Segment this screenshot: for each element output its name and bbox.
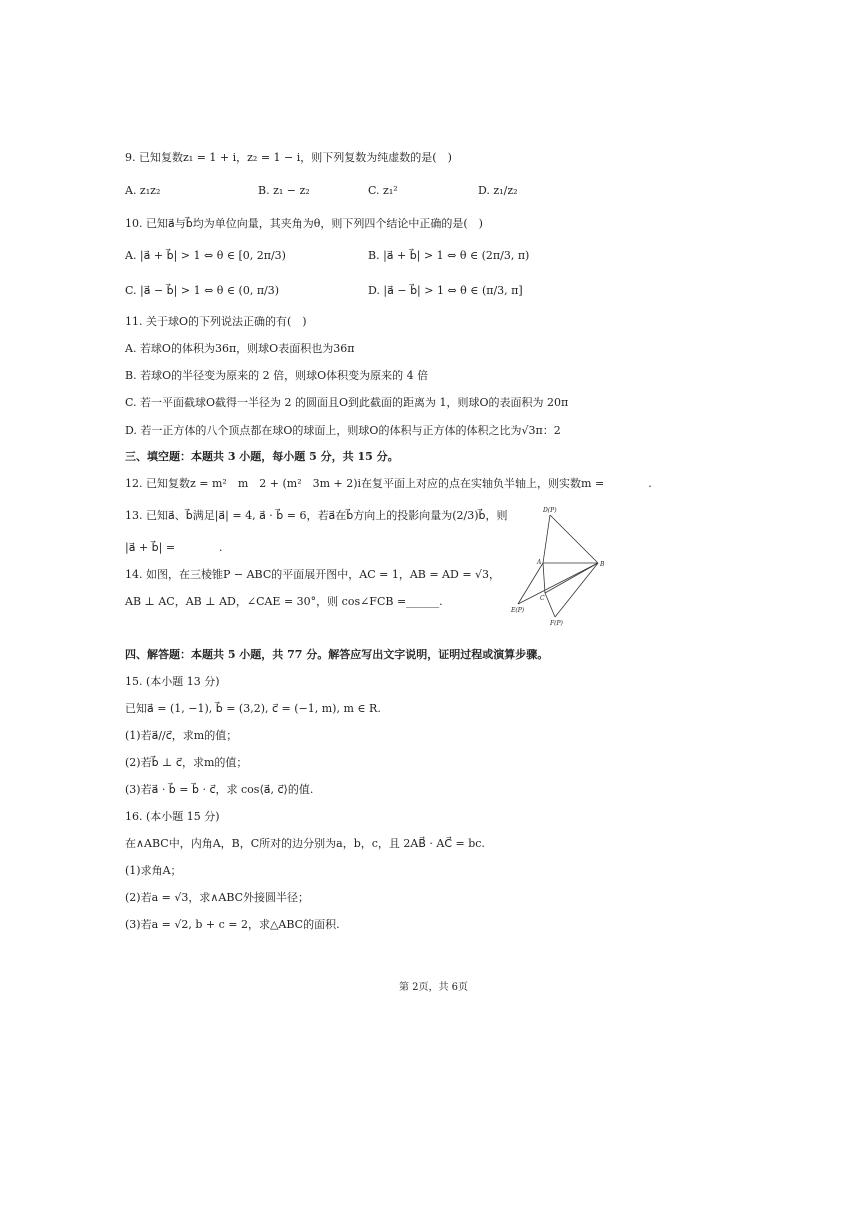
q15-part-2: (2)若b⃗ ⊥ c⃗，求m的值；	[125, 756, 248, 769]
q11-option-d: D. 若一正方体的八个顶点都在球O的球面上，则球O的体积与正方体的体积之比为√3π：2	[125, 424, 561, 437]
q9-option-d: D. z₁/z₂	[478, 184, 518, 197]
q16-part-2: (2)若a = √3，求∧ABC外接圆半径；	[125, 891, 310, 904]
q11-option-b: B. 若球O的半径变为原来的 2 倍，则球O体积变为原来的 4 倍	[125, 369, 429, 382]
page-footer: 第 2页，共 6页	[398, 982, 469, 993]
q11-option-c: C. 若一平面截球O截得一半径为 2 的圆面且O到此截面的距离为 1，则球O的表面积为 20π	[125, 396, 569, 409]
figure-label-a: A	[537, 559, 542, 566]
q16-part-3: (3)若a = √2, b + c = 2，求△ABC的面积.	[125, 918, 340, 931]
q9-stem: 9. 已知复数z₁ = 1 + i，z₂ = 1 − i，则下列复数为纯虚数的是( )	[125, 151, 452, 164]
q11-option-a: A. 若球O的体积为36π，则球O表面积也为36π	[125, 342, 355, 355]
q15-part-1: (1)若a⃗//c⃗，求m的值；	[125, 729, 238, 742]
figure-label-b: B	[600, 561, 605, 568]
q14-line1: 14. 如图，在三棱锥P − ABC的平面展开图中，AC = 1，AB = AD = √3，	[125, 568, 501, 581]
q10-stem: 10. 已知a⃗与b⃗均为单位向量，其夹角为θ，则下列四个结论中正确的是( )	[125, 217, 483, 230]
q10-option-c: C. |a⃗ − b⃗| > 1 ⇔ θ ∈ (0, π/3)	[125, 284, 280, 297]
q13-line2: |a⃗ + b⃗| = .	[125, 541, 223, 554]
q10-option-a: A. |a⃗ + b⃗| > 1 ⇔ θ ∈ [0, 2π/3)	[125, 249, 286, 262]
q10-option-b: B. |a⃗ + b⃗| > 1 ⇔ θ ∈ (2π/3, π)	[368, 249, 530, 262]
q10-option-d: D. |a⃗ − b⃗| > 1 ⇔ θ ∈ (π/3, π]	[368, 284, 523, 297]
q13-line1: 13. 已知a⃗、b⃗满足|a⃗| = 4, a⃗ · b⃗ = 6，若a⃗在b⃗方向上的投影向量为(2/3)b⃗，则	[125, 509, 508, 522]
q16-part-1: (1)求角A；	[125, 864, 182, 877]
pyramid-net-figure	[505, 503, 617, 631]
q11-stem: 11. 关于球O的下列说法正确的有( )	[125, 315, 307, 328]
figure-label-d: D(P)	[543, 507, 557, 514]
q16-given: 在∧ABC中，内角A，B，C所对的边分别为a，b，c，且 2AB⃗ · AC⃗ = bc.	[125, 837, 485, 850]
q14-line2: AB ⊥ AC，AB ⊥ AD，∠CAE = 30°，则 cos∠FCB =______.	[125, 595, 443, 608]
figure-label-f: F(P)	[550, 620, 563, 627]
q12-text: 12. 已知复数z = m² m 2 + (m² 3m + 2)i在复平面上对应的点在实轴负半轴上，则实数m = .	[125, 477, 652, 490]
q15-part-3: (3)若a⃗ · b⃗ = b⃗ · c⃗，求 cos⟨a⃗, c⃗⟩的值.	[125, 783, 314, 796]
q15-given: 已知a⃗ = (1, −1), b⃗ = (3,2), c⃗ = (−1, m), m ∈ R.	[125, 702, 381, 715]
q9-option-b: B. z₁ − z₂	[258, 184, 310, 197]
figure-label-c: C	[540, 595, 545, 602]
q9-option-c: C. z₁²	[368, 184, 398, 197]
q16-title: 16. (本小题 15 分)	[125, 810, 220, 823]
section-fill-in-heading: 三、填空题：本题共 3 小题，每小题 5 分，共 15 分。	[125, 450, 399, 463]
q15-title: 15. (本小题 13 分)	[125, 675, 220, 688]
figure-label-e: E(P)	[511, 607, 525, 614]
section-answer-heading: 四、解答题：本题共 5 小题，共 77 分。解答应写出文字说明，证明过程或演算步骤。	[125, 648, 549, 661]
q9-option-a: A. z₁z₂	[125, 184, 161, 197]
